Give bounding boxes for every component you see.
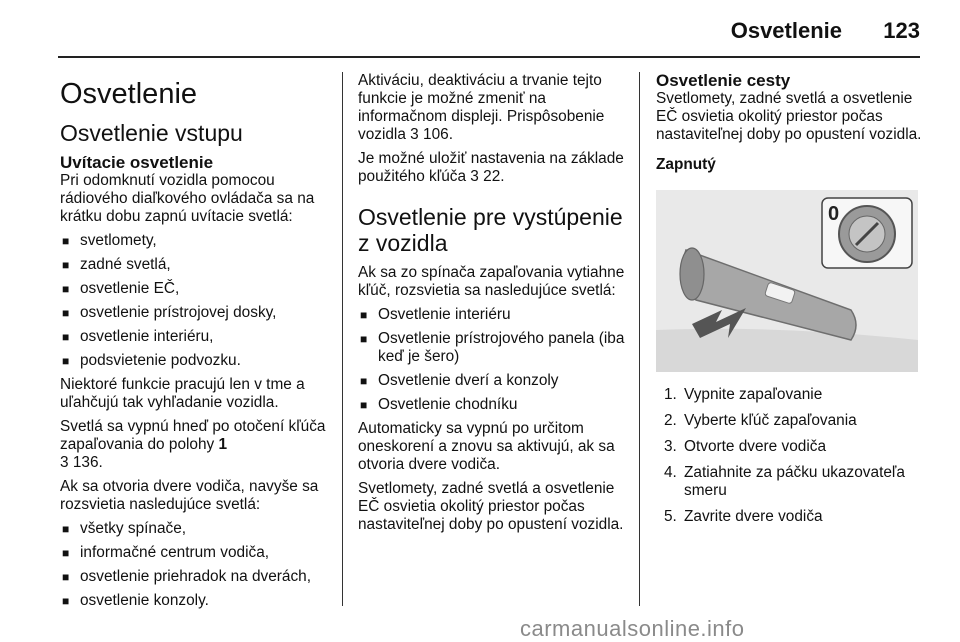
list-item: ■ osvetlenie konzoly. [60,592,334,610]
step-number: 3. [664,438,677,455]
list-item: ■ informačné centrum vodiča, [60,544,334,562]
step-number: 1. [664,386,677,403]
paragraph: Ak sa otvoria dvere vodiča, navyše sa rozsvietia nasledujúce svetlá: [60,478,319,513]
list-item: ■ zadné svetlá, [60,256,334,274]
list-item: ■ osvetlenie priehradok na dverách, [60,568,334,586]
step-text: Vyberte kľúč zapaľovania [684,412,857,429]
paragraph: Aktiváciu, deaktiváciu a trvanie tejto funkcie je možné zmeniť na informačnom displeji. Prispôsobenie vozidla 3 106. [358,72,605,143]
list-item: ■ osvetlenie prístrojovej dosky, [60,304,334,322]
paragraph: Pri odomknutí vozidla pomocou rádiového diaľkového ovládača sa na krátku dobu zapnú uvítacie svetlá: [60,172,315,225]
status-label-on: Zapnutý [656,156,716,173]
list-item: ■ svetlomety, [60,232,334,250]
column-2 [358,72,626,540]
list-item: ■ Osvetlenie dverí a konzoly [358,372,626,390]
lever-tip [680,248,704,300]
step-number: 4. [664,464,677,481]
list-item [664,464,924,500]
watermark-text: carmanualsonline.info [520,616,745,641]
ignition-position-mark: 0 [828,203,840,225]
list-item: ■ podsvietenie podvozku. [60,352,334,370]
column-divider-2 [639,72,640,606]
paragraph-ignition [60,418,334,472]
step-text: Vypnite zapaľovanie [684,386,823,403]
step-number: 2. [664,412,677,429]
list-item: ■ Osvetlenie prístrojového panela (iba keď je šero) [358,330,626,366]
page-header [0,0,960,54]
subsection-title-welcome-lighting: Uvítacie osvetlenie [60,153,214,172]
step-text: Zatiahnite za páčku ukazovateľa smeru [684,464,905,499]
paragraph: Svetlomety, zadné svetlá a osvetlenie EČ osvietia okolitý priestor počas nastaviteľnej doby po opustení vozidla. [358,480,624,533]
section-title-path-lighting: Osvetlenie cesty [656,71,791,90]
list-item [664,412,924,430]
step-number: 5. [664,508,677,525]
paragraph: Niektoré funkcie pracujú len v tme a uľahčujú tak vyhľadanie vozidla. [60,376,305,411]
bullet-list-driver-door-lights [60,520,334,610]
list-item: ■ osvetlenie EČ, [60,280,334,298]
paragraph: Ak sa zo spínača zapaľovania vytiahne kľúč, rozsvietia sa nasledujúce svetlá: [358,264,625,299]
step-list [656,386,924,526]
column-divider-1 [342,72,343,606]
section-title-exit-lighting: Osvetlenie pre vystúpenie z vozidla [358,204,623,256]
list-item [664,438,924,456]
paragraph: Je možné uložiť nastavenia na základe použitého kľúča 3 22. [358,150,624,185]
step-text: Otvorte dvere vodiča [684,438,827,455]
ignition-position: 1 [218,436,228,453]
step-text: Zavrite dvere vodiča [684,508,823,525]
paragraph-text: Svetlá sa vypnú hneď po otočení kľúča zapaľovania do polohy [60,418,326,453]
list-item [664,386,924,404]
turn-signal-lever-illustration [656,190,918,372]
section-title-entry-lighting: Osvetlenie vstupu [60,120,243,146]
list-item: ■ Osvetlenie interiéru [358,306,626,324]
paragraph: Automaticky sa vypnú po určitom oneskorení a znovu sa aktivujú, ak sa otvoria dvere vodiča. [358,420,615,473]
header-divider [58,56,920,58]
column-1 [60,72,334,616]
page-reference: 3 136. [60,454,103,471]
list-item: ■ všetky spínače, [60,520,334,538]
paragraph: Svetlomety, zadné svetlá a osvetlenie EČ osvietia okolitý priestor počas nastaviteľnej doby po opustení vozidla. [656,90,922,143]
page-number: 123 [883,18,920,43]
lever-illustration-svg [656,190,918,372]
bullet-list-exit-lights [358,306,626,414]
list-item: ■ osvetlenie interiéru, [60,328,334,346]
header-section-title: Osvetlenie [730,18,842,43]
bullet-list-welcome-lights [60,232,334,370]
column-3 [656,72,924,534]
chapter-title: Osvetlenie [60,78,198,110]
list-item [664,508,924,526]
list-item: ■ Osvetlenie chodníku [358,396,626,414]
